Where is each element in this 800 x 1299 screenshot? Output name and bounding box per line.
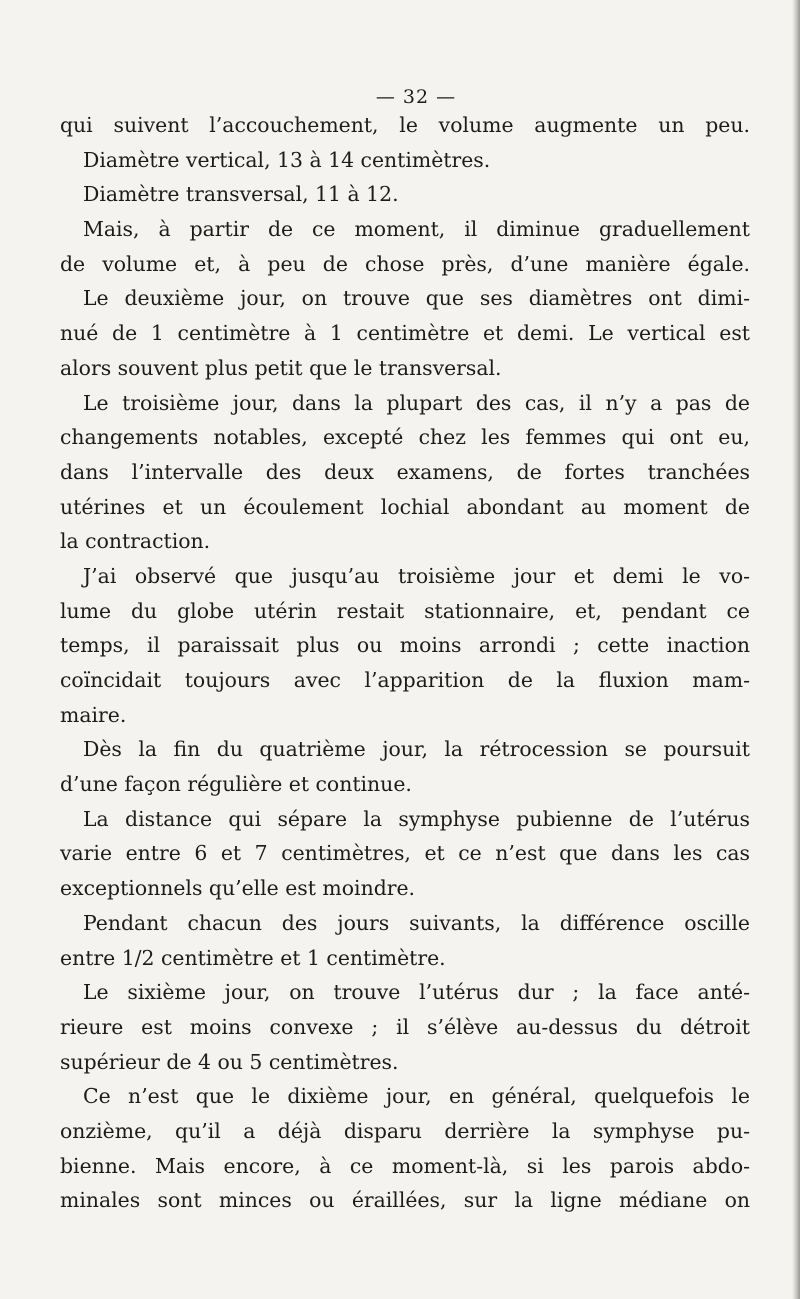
text-line: Le sixième jour, on trouve l’utérus dur ; la face anté- xyxy=(83,980,750,1005)
text-line: alors souvent plus petit que le transversal. xyxy=(60,355,502,380)
text-line: Le deuxième jour, on trouve que ses diamètres ont dimi- xyxy=(83,286,750,311)
text-line: maire. xyxy=(60,702,127,727)
text-line: Mais, à partir de ce moment, il diminue graduellement xyxy=(83,217,750,242)
text-line: J’ai observé que jusqu’au troisième jour et demi le vo- xyxy=(83,563,750,588)
text-line: Pendant chacun des jours suivants, la différence oscille xyxy=(83,910,750,935)
text-line: la contraction. xyxy=(60,529,211,554)
text-line: d’une façon régulière et continue. xyxy=(60,772,412,797)
text-line: La distance qui sépare la symphyse pubienne de l’utérus xyxy=(83,806,750,831)
text-line: supérieur de 4 ou 5 centimètres. xyxy=(60,1049,399,1074)
text-line: Le troisième jour, dans la plupart des cas, il n’y a pas de xyxy=(83,390,750,415)
text-line: Diamètre vertical, 13 à 14 centimètres. xyxy=(83,147,491,172)
page-number: — 32 — xyxy=(375,86,457,108)
page-edge-shadow xyxy=(792,0,800,1299)
text-line: exceptionnels qu’elle est moindre. xyxy=(60,876,416,901)
text-line: qui suivent l’accouchement, le volume augmente un peu. xyxy=(60,113,750,137)
text-line: rieure est moins convexe ; il s’élève au-dessus du détroit xyxy=(60,1014,750,1039)
text-line: bienne. Mais encore, à ce moment-là, si les parois abdo- xyxy=(60,1153,750,1178)
text-line: coïncidait toujours avec l’apparition de la fluxion mam- xyxy=(60,668,750,692)
text-line: nué de 1 centimètre à 1 centimètre et demi. Le vertical est xyxy=(60,321,750,346)
text-line: entre 1/2 centimètre et 1 centimètre. xyxy=(60,945,446,970)
text-line: onzième, qu’il a déjà disparu derrière la symphyse pu- xyxy=(60,1118,750,1143)
text-line: Diamètre transversal, 11 à 12. xyxy=(83,182,399,207)
text-line: utérines et un écoulement lochial abondant au moment de xyxy=(60,494,750,519)
text-line: temps, il paraissait plus ou moins arrondi ; cette inaction xyxy=(60,633,750,658)
text-line: de volume et, à peu de chose près, d’une manière égale. xyxy=(60,251,750,276)
text-line: minales sont minces ou éraillées, sur la ligne médiane on xyxy=(60,1188,750,1213)
text-line: Ce n’est que le dixième jour, en général, quelquefois le xyxy=(83,1084,750,1109)
text-line: varie entre 6 et 7 centimètres, et ce n’est que dans les cas xyxy=(60,841,750,866)
text-line: changements notables, excepté chez les femmes qui ont eu, xyxy=(60,425,750,450)
text-line: Dès la fin du quatrième jour, la rétrocession se poursuit xyxy=(83,737,750,762)
page-body xyxy=(60,108,750,1218)
text-line: lume du globe utérin restait stationnaire, et, pendant ce xyxy=(60,598,750,623)
text-line: dans l’intervalle des deux examens, de fortes tranchées xyxy=(60,459,750,484)
